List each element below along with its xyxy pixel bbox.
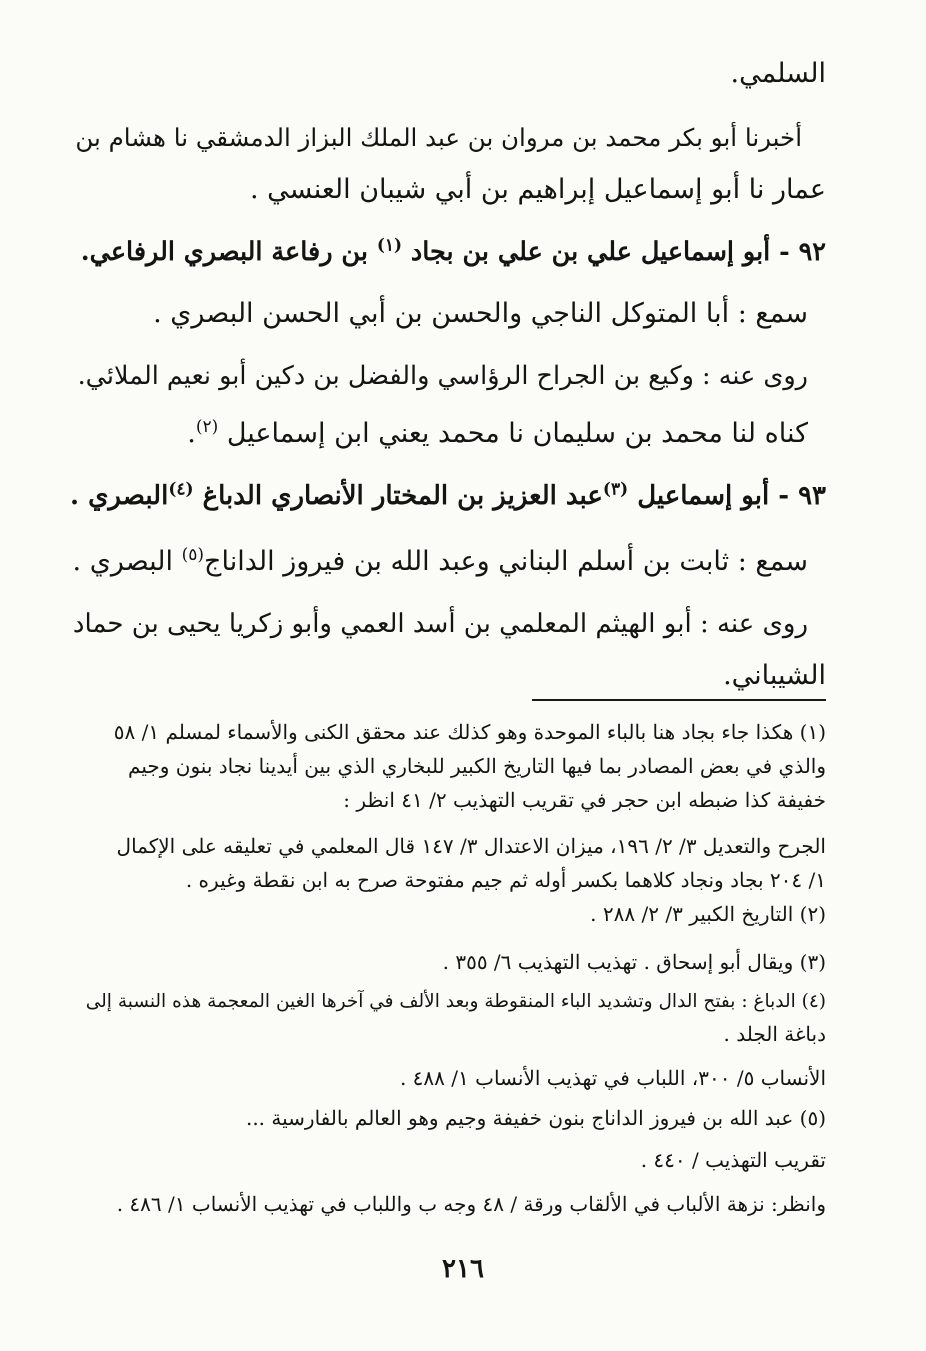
footnote-ref-4: (٤) (168, 479, 194, 500)
text-line-7-body: كناه لنا محمد بن سليمان نا محمد يعني ابن إسماعيل (218, 418, 808, 449)
footnote-5-line-2: تقريب التهذيب / ٤٤٠ . (640, 1148, 826, 1172)
footnote-1-line-1: (١) هكذا جاء بجاد هنا بالباء الموحدة وهو كذلك عند محقق الكنى والأسماء لمسلم ١/ ٥٨ (113, 720, 826, 744)
footnote-1-line-3: خفيفة كذا ضبطه ابن حجر في تقريب التهذيب ٢/ ٤١ انظر : (343, 788, 826, 812)
footnote-4-line-2: دباغة الجلد . (723, 1022, 826, 1046)
footnote-ref-3: (٣) (602, 479, 629, 500)
entry-93-kunya: ٩٣ - أبو إسماعيل (628, 481, 826, 511)
text-line-3: عمار نا أبو إسماعيل إبراهيم بن أبي شيبان العنسي . (249, 174, 826, 205)
entry-93-name: عبد العزيز بن المختار الأنصاري الدباغ (193, 481, 603, 511)
text-line-9 (73, 544, 808, 580)
footnote-4-line-1: (٤) الدباغ : بفتح الدال وتشديد الباء المنقوطة وبعد الألف في آخرها الغين المعجمة هذه النسبة إلى (85, 991, 826, 1012)
footnote-1-line-5: ١/ ٢٠٤ بجاد ونجاد كلاهما بكسر أوله ثم جيم مفتوحة صرح به ابن نقطة وغيره . (185, 868, 826, 892)
page-number: ٢١٦ (442, 1254, 484, 1284)
footnote-5-line-1: (٥) عبد الله بن فيروز الداناج بنون خفيفة وجيم وهو العالم بالفارسية ... (245, 1106, 826, 1130)
footnote-1-line-4: الجرح والتعديل ٣/ ٢/ ١٩٦، ميزان الاعتدال ٣/ ١٤٧ قال المعلمي في تعليقه على الإكمال (116, 834, 826, 858)
text-line-9-end: البصري . (72, 546, 182, 577)
entry-93-heading (70, 476, 826, 516)
footnote-3: (٣) ويقال أبو إسحاق . تهذيب التهذيب ٦/ ٣٥٥ . (442, 950, 826, 974)
text-line-7-end: . (187, 418, 196, 449)
entry-92-name-cont: بن رفاعة البصري الرفاعي. (80, 237, 377, 267)
footnote-ref-2: (٢) (195, 417, 219, 437)
entry-92-name: ٩٢ - أبو إسماعيل علي بن علي بن بجاد (402, 237, 826, 267)
footnote-4-line-3: الأنساب ٥/ ٣٠٠، اللباب في تهذيب الأنساب ١/ ٤٨٨ . (399, 1066, 826, 1090)
footnote-ref-1: (١) (376, 235, 403, 256)
text-line-6: روى عنه : وكيع بن الجراح الرؤاسي والفضل بن دكين أبو نعيم الملائي. (77, 361, 808, 391)
text-line-5: سمع : أبا المتوكل الناجي والحسن بن أبي الحسن البصري . (153, 298, 808, 329)
text-line-1: السلمي. (730, 58, 826, 89)
footnote-2: (٢) التاريخ الكبير ٣/ ٢/ ٢٨٨ . (590, 902, 826, 926)
footnote-5-line-3: وانظر: نزهة الألباب في الألقاب ورقة / ٤٨ وجه ب واللباب في تهذيب الأنساب ١/ ٤٨٦ . (116, 1192, 826, 1216)
text-line-7 (187, 416, 808, 452)
entry-92-heading (81, 232, 826, 272)
text-line-2: أخبرنا أبو بكر محمد بن مروان بن عبد الملك البزاز الدمشقي نا هشام بن (75, 123, 802, 152)
footnote-separator (532, 699, 826, 701)
footnote-ref-5: (٥) (181, 545, 205, 565)
entry-93-nisba: البصري . (69, 481, 169, 511)
text-line-11: الشيباني. (723, 660, 826, 691)
text-line-9-body: سمع : ثابت بن أسلم البناني وعبد الله بن فيروز الداناج (204, 546, 808, 577)
text-line-10: روى عنه : أبو الهيثم المعلمي بن أسد العمي وأبو زكريا يحيى بن حماد (72, 609, 808, 639)
footnote-1-line-2: والذي في بعض المصادر بما فيها التاريخ الكبير للبخاري الذي بين أيدينا نجاد بنون وجيم (128, 754, 826, 778)
